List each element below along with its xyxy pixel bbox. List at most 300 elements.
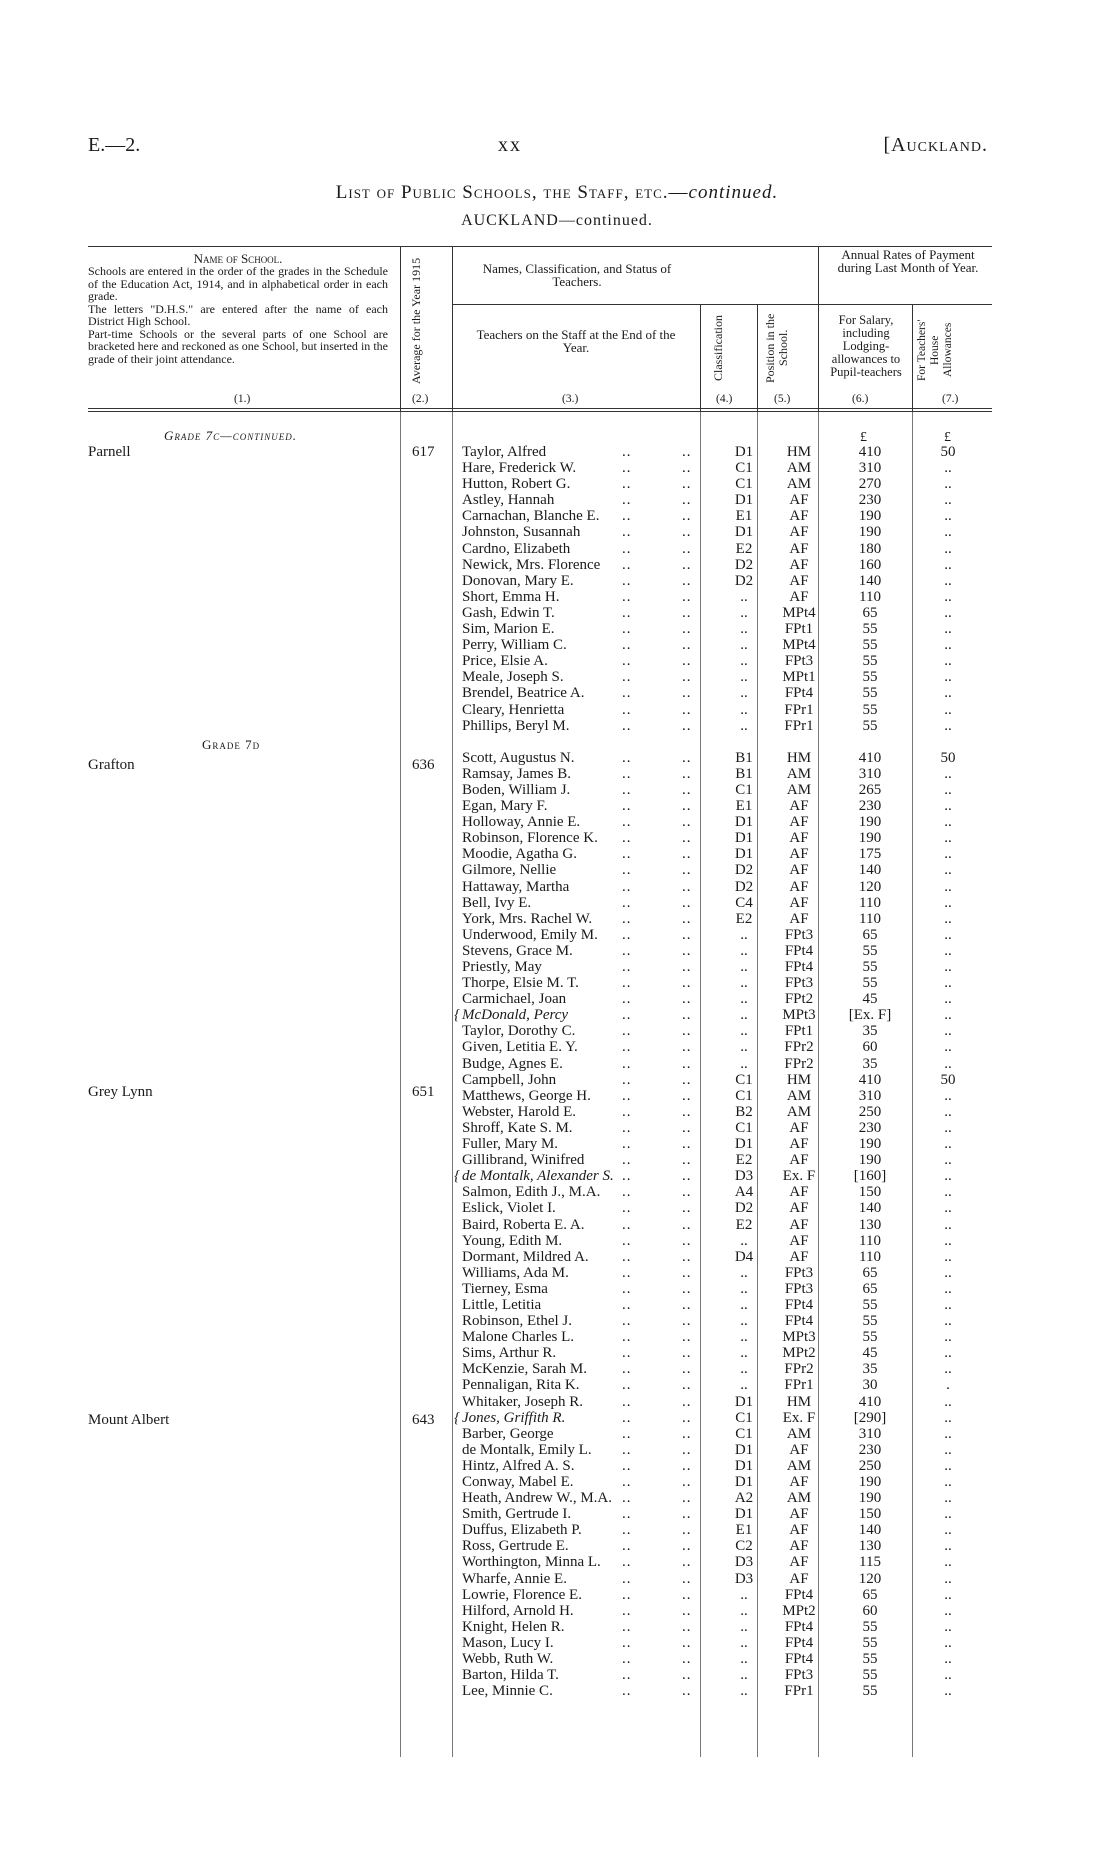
leader-dots: .. xyxy=(682,540,692,557)
header-bottom-rule-2 xyxy=(88,411,992,412)
teacher-name: Hilford, Arnold H. xyxy=(462,1602,574,1619)
teacher-name: Duffus, Elizabeth P. xyxy=(462,1522,582,1539)
teacher-row xyxy=(462,1184,1002,1200)
teacher-position: FPr2 xyxy=(784,1361,814,1378)
teacher-salary: [290] xyxy=(853,1409,887,1426)
teacher-salary: 230 xyxy=(858,1441,882,1458)
teachers-column-header: Teachers on the Staff at the End of the Year. xyxy=(476,327,676,355)
page-title-main: List of Public Schools, the Staff, etc.— xyxy=(335,182,689,203)
leader-dots: .. xyxy=(682,556,692,573)
teacher-classification: .. xyxy=(740,1651,748,1668)
teacher-classification: .. xyxy=(740,1345,748,1362)
teacher-salary: 60 xyxy=(862,1039,878,1056)
teacher-classification: .. xyxy=(740,653,748,670)
teacher-house-allowance: .. xyxy=(944,460,952,477)
leader-dots: .. xyxy=(622,1441,632,1458)
teacher-position: AM xyxy=(786,1490,812,1507)
teacher-house-allowance: .. xyxy=(944,1425,952,1442)
teacher-salary: 55 xyxy=(862,1634,878,1651)
leader-dots: .. xyxy=(682,1071,692,1088)
teacher-name: Heath, Andrew W., M.A. xyxy=(462,1490,612,1507)
teacher-name: Cleary, Henrietta xyxy=(462,701,565,718)
leader-dots: .. xyxy=(622,1409,632,1426)
teacher-position: Ex. F xyxy=(782,1168,816,1185)
teacher-position: FPt3 xyxy=(784,926,814,943)
leader-dots: .. xyxy=(622,492,632,509)
leader-dots: .. xyxy=(622,862,632,879)
teacher-row xyxy=(462,1426,1002,1442)
teacher-row xyxy=(462,1442,1002,1458)
teacher-name: York, Mrs. Rachel W. xyxy=(462,910,593,927)
teacher-row xyxy=(462,589,1002,605)
teacher-position: FPt1 xyxy=(784,621,814,638)
teacher-name: Taylor, Dorothy C. xyxy=(462,1023,576,1040)
teacher-name: Malone Charles L. xyxy=(462,1329,575,1346)
leader-dots: .. xyxy=(622,637,632,654)
teacher-house-allowance: .. xyxy=(944,1457,952,1474)
leader-dots: .. xyxy=(682,1457,692,1474)
teacher-position: AF xyxy=(789,1248,809,1265)
teacher-salary: 115 xyxy=(859,1554,881,1571)
teacher-position: AF xyxy=(789,1441,809,1458)
teacher-name: Little, Letitia xyxy=(462,1296,542,1313)
teacher-name: { McDonald, Percy xyxy=(462,1007,568,1023)
house-currency-symbol: £ xyxy=(944,430,951,445)
teacher-position: AF xyxy=(789,1538,809,1555)
teacher-house-allowance: .. xyxy=(944,1119,952,1136)
teacher-position: HM xyxy=(786,444,812,460)
teacher-name: Conway, Mabel E. xyxy=(462,1474,574,1490)
teacher-name: Brendel, Beatrice A. xyxy=(462,685,585,702)
leader-dots: .. xyxy=(682,669,692,686)
teacher-salary: 35 xyxy=(862,1361,878,1378)
leader-dots: .. xyxy=(622,781,632,798)
teacher-name: Gilmore, Nellie xyxy=(462,862,557,879)
school-name: Grey Lynn xyxy=(88,1084,153,1100)
leader-dots: .. xyxy=(682,1602,692,1619)
leader-dots: .. xyxy=(622,1313,632,1330)
teacher-classification: .. xyxy=(740,685,748,702)
teacher-position: AF xyxy=(789,1232,809,1249)
leader-dots: .. xyxy=(682,492,692,509)
leader-dots: .. xyxy=(682,1522,692,1539)
teacher-classification: E1 xyxy=(735,508,753,525)
leader-dots: .. xyxy=(682,1023,692,1040)
leader-dots: .. xyxy=(682,926,692,943)
leader-dots: .. xyxy=(622,1554,632,1571)
teacher-position: AF xyxy=(789,1119,809,1136)
leader-dots: .. xyxy=(622,460,632,477)
teacher-salary: 190 xyxy=(858,830,882,847)
teacher-classification: .. xyxy=(740,1683,748,1700)
teacher-row xyxy=(462,1458,1002,1474)
leader-dots: .. xyxy=(622,765,632,782)
leader-dots: .. xyxy=(682,685,692,702)
page-number: xx xyxy=(498,134,522,156)
leader-dots: .. xyxy=(682,942,692,959)
leader-dots: .. xyxy=(622,653,632,670)
leader-dots: .. xyxy=(622,1506,632,1523)
leader-dots: .. xyxy=(682,1538,692,1555)
teacher-position: AF xyxy=(789,572,809,589)
leader-dots: .. xyxy=(622,1602,632,1619)
teacher-salary: 65 xyxy=(862,1280,878,1297)
teacher-name: Perry, William C. xyxy=(462,637,567,654)
teacher-row xyxy=(462,734,1002,750)
leader-dots: .. xyxy=(682,1651,692,1668)
teacher-classification: D1 xyxy=(734,492,754,509)
teacher-name: Meale, Joseph S. xyxy=(462,669,564,686)
teacher-name: McKenzie, Sarah M. xyxy=(462,1361,587,1378)
teacher-salary: 55 xyxy=(862,1683,878,1700)
teacher-row xyxy=(462,1233,1002,1249)
teacher-position: FPr1 xyxy=(784,701,814,718)
teacher-house-allowance: .. xyxy=(944,1136,952,1153)
teacher-name: Johnston, Susannah xyxy=(462,524,581,541)
leader-dots: .. xyxy=(622,1071,632,1088)
teacher-house-allowance: .. xyxy=(944,1586,952,1603)
teacher-position: AF xyxy=(789,798,809,815)
teacher-position: FPt4 xyxy=(784,1634,814,1651)
teacher-position: AF xyxy=(789,1522,809,1539)
teacher-house-allowance: .. xyxy=(944,653,952,670)
teacher-position: AM xyxy=(786,765,812,782)
teacher-row xyxy=(462,1619,1002,1635)
school-average: 643 xyxy=(412,1412,435,1428)
teacher-position: AF xyxy=(789,492,809,509)
teacher-name: Moodie, Agatha G. xyxy=(462,846,577,863)
salary-currency-symbol: £ xyxy=(860,430,867,445)
leader-dots: .. xyxy=(682,588,692,605)
teacher-classification: D2 xyxy=(734,878,754,895)
teacher-classification: C2 xyxy=(735,1538,753,1555)
teacher-salary: 65 xyxy=(862,1264,878,1281)
vline-4 xyxy=(757,304,758,411)
teacher-row xyxy=(462,1506,1002,1522)
teacher-house-allowance: .. xyxy=(944,717,952,734)
teacher-salary: 55 xyxy=(862,637,878,654)
teacher-house-allowance: .. xyxy=(944,1345,952,1362)
leader-dots: .. xyxy=(682,621,692,638)
teacher-name: Barton, Hilda T. xyxy=(462,1667,559,1684)
teacher-row xyxy=(462,1072,1002,1088)
leader-dots: .. xyxy=(622,1280,632,1297)
leader-dots: .. xyxy=(622,846,632,863)
leader-dots: .. xyxy=(622,524,632,541)
teacher-position: HM xyxy=(786,1393,812,1410)
teacher-name: Mason, Lucy I. xyxy=(462,1634,554,1651)
teacher-row xyxy=(462,943,1002,959)
teacher-classification: .. xyxy=(740,669,748,686)
teacher-house-allowance: .. xyxy=(944,637,952,654)
page-header xyxy=(88,134,988,164)
teacher-house-allowance: . xyxy=(946,1377,950,1394)
teacher-house-allowance: .. xyxy=(944,508,952,525)
leader-dots: .. xyxy=(682,701,692,718)
teacher-house-allowance: .. xyxy=(944,588,952,605)
leader-dots: .. xyxy=(682,1361,692,1378)
page-subtitle: AUCKLAND—continued. xyxy=(461,212,653,229)
leader-dots: .. xyxy=(622,959,632,975)
school-column-note-1: Schools are entered in the order of the grades in the Schedule of the Education Act, 1914, and in alphabetical order in each grade. xyxy=(88,264,388,303)
teacher-classification: .. xyxy=(740,1667,748,1684)
leader-dots: .. xyxy=(682,444,692,460)
teacher-position: AF xyxy=(789,1136,809,1153)
teacher-classification: D1 xyxy=(734,830,754,847)
average-column-header: Average for the Year 1915 xyxy=(409,257,423,385)
teacher-house-allowance: .. xyxy=(944,1152,952,1169)
teacher-salary: 140 xyxy=(858,572,882,589)
teacher-row xyxy=(462,1056,1002,1072)
teacher-classification: .. xyxy=(740,926,748,943)
teacher-row xyxy=(462,862,1002,878)
leader-dots: .. xyxy=(682,846,692,863)
teacher-classification: .. xyxy=(740,701,748,718)
teacher-salary: 30 xyxy=(862,1377,878,1394)
teacher-row xyxy=(462,1345,1002,1361)
teacher-name: Wharfe, Annie E. xyxy=(462,1570,567,1587)
position-column-header: Position in the School. xyxy=(763,313,790,383)
teacher-house-allowance: .. xyxy=(944,1651,952,1668)
teacher-row xyxy=(462,1635,1002,1651)
leader-dots: .. xyxy=(682,1007,692,1024)
teacher-position: FPt3 xyxy=(784,653,814,670)
teacher-classification: .. xyxy=(740,1055,748,1072)
leader-dots: .. xyxy=(682,1554,692,1571)
teacher-name: Campbell, John xyxy=(462,1071,557,1088)
leader-dots: .. xyxy=(622,1264,632,1281)
teacher-salary: 230 xyxy=(858,798,882,815)
leader-dots: .. xyxy=(682,959,692,975)
teacher-position: MPt2 xyxy=(782,1345,816,1362)
grade-label-7d: Grade 7d xyxy=(202,737,261,752)
teacher-classification: D3 xyxy=(734,1570,754,1587)
teacher-house-allowance: .. xyxy=(944,1393,952,1410)
teacher-row xyxy=(462,1554,1002,1570)
teacher-house-allowance: .. xyxy=(944,1216,952,1233)
teacher-position: FPr1 xyxy=(784,1377,814,1394)
teacher-position: AM xyxy=(786,1425,812,1442)
teacher-house-allowance: .. xyxy=(944,1618,952,1635)
body-vline-1 xyxy=(400,412,401,1757)
teacher-row xyxy=(462,798,1002,814)
leader-dots: .. xyxy=(622,1296,632,1313)
leader-dots: .. xyxy=(622,894,632,911)
teacher-position: FPt4 xyxy=(784,959,814,975)
teacher-name: Webb, Ruth W. xyxy=(462,1651,554,1668)
teacher-house-allowance: .. xyxy=(944,1168,952,1185)
leader-dots: .. xyxy=(622,556,632,573)
teacher-classification: E1 xyxy=(735,798,753,815)
teacher-salary: 110 xyxy=(859,910,881,927)
teacher-classification: C1 xyxy=(735,781,753,798)
teacher-classification: D4 xyxy=(734,1248,754,1265)
teacher-house-allowance: .. xyxy=(944,1538,952,1555)
teacher-salary: 55 xyxy=(862,717,878,734)
teacher-row xyxy=(462,1490,1002,1506)
teacher-house-allowance: .. xyxy=(944,1184,952,1201)
teacher-classification: .. xyxy=(740,637,748,654)
column-number-4: (4.) xyxy=(716,393,733,405)
teacher-house-allowance: .. xyxy=(944,669,952,686)
teacher-classification: .. xyxy=(740,1586,748,1603)
teacher-classification: D1 xyxy=(734,1441,754,1458)
school-name: Mount Albert xyxy=(88,1412,170,1428)
teacher-position: FPt1 xyxy=(784,1023,814,1040)
teacher-salary: 410 xyxy=(858,444,882,460)
school-name: Parnell xyxy=(88,444,131,460)
teacher-row xyxy=(462,524,1002,540)
teacher-position: AF xyxy=(789,1506,809,1523)
teacher-position: HM xyxy=(786,1071,812,1088)
leader-dots: .. xyxy=(622,1474,632,1490)
teacher-salary: 190 xyxy=(858,1474,882,1490)
teacher-name: Ross, Gertrude E. xyxy=(462,1538,569,1555)
teacher-row xyxy=(462,1200,1002,1216)
teacher-classification: E2 xyxy=(735,910,753,927)
teacher-position: FPr1 xyxy=(784,717,814,734)
leader-dots: .. xyxy=(622,1361,632,1378)
teacher-house-allowance: .. xyxy=(944,1329,952,1346)
teacher-name: Hattaway, Martha xyxy=(462,878,570,895)
teacher-name: Matthews, George H. xyxy=(462,1087,591,1104)
teacher-salary: [160] xyxy=(853,1168,887,1185)
leader-dots: .. xyxy=(622,1200,632,1217)
teacher-row xyxy=(462,573,1002,589)
leader-dots: .. xyxy=(682,798,692,815)
payment-group-rule xyxy=(818,304,992,305)
teacher-house-allowance: .. xyxy=(944,846,952,863)
teacher-row xyxy=(462,975,1002,991)
teacher-position: FPt4 xyxy=(784,942,814,959)
leader-dots: .. xyxy=(622,926,632,943)
leader-dots: .. xyxy=(682,1313,692,1330)
teacher-row xyxy=(462,1377,1002,1393)
teacher-house-allowance: .. xyxy=(944,862,952,879)
teacher-row xyxy=(462,1168,1002,1184)
teacher-row xyxy=(462,830,1002,846)
leader-dots: .. xyxy=(682,717,692,734)
leader-dots: .. xyxy=(622,1377,632,1394)
leader-dots: .. xyxy=(622,1232,632,1249)
teacher-name: Carnachan, Blanche E. xyxy=(462,508,600,525)
leader-dots: .. xyxy=(622,1168,632,1185)
teacher-salary: 55 xyxy=(862,975,878,992)
teacher-classification: .. xyxy=(740,1313,748,1330)
teacher-house-allowance: .. xyxy=(944,1554,952,1571)
teacher-row xyxy=(462,1039,1002,1055)
teacher-classification: D1 xyxy=(734,1136,754,1153)
leader-dots: .. xyxy=(682,1377,692,1394)
teacher-row xyxy=(462,1522,1002,1538)
teacher-position: FPt4 xyxy=(784,1618,814,1635)
teacher-position: AF xyxy=(789,508,809,525)
teacher-row xyxy=(462,508,1002,524)
teacher-position: FPt3 xyxy=(784,1264,814,1281)
leader-dots: .. xyxy=(682,653,692,670)
teacher-house-allowance: .. xyxy=(944,556,952,573)
teacher-classification: A4 xyxy=(734,1184,754,1201)
teacher-name: Gash, Edwin T. xyxy=(462,604,555,621)
leader-dots: .. xyxy=(622,878,632,895)
teacher-row xyxy=(462,814,1002,830)
leader-dots: .. xyxy=(622,1345,632,1362)
leader-dots: .. xyxy=(682,604,692,621)
teacher-classification: .. xyxy=(740,959,748,975)
teacher-salary: 175 xyxy=(858,846,882,863)
teacher-salary: 410 xyxy=(858,1071,882,1088)
teacher-salary: 140 xyxy=(858,862,882,879)
teacher-salary: 410 xyxy=(858,749,882,766)
teacher-row xyxy=(462,1136,1002,1152)
teacher-row xyxy=(462,669,1002,685)
teacher-name: Holloway, Annie E. xyxy=(462,814,581,831)
teacher-classification: .. xyxy=(740,975,748,992)
teacher-name: Williams, Ada M. xyxy=(462,1264,569,1281)
leader-dots: .. xyxy=(682,1634,692,1651)
teacher-name: Sims, Arthur R. xyxy=(462,1345,557,1362)
teacher-classification: D1 xyxy=(734,524,754,541)
teacher-house-allowance: .. xyxy=(944,1522,952,1539)
leader-dots: .. xyxy=(622,991,632,1008)
teacher-salary: 110 xyxy=(859,588,881,605)
teacher-name: Webster, Harold E. xyxy=(462,1103,576,1120)
teacher-salary: 190 xyxy=(858,1136,882,1153)
teacher-name: Boden, William J. xyxy=(462,781,571,798)
teacher-house-allowance: 50 xyxy=(940,749,956,766)
leader-dots: .. xyxy=(682,1184,692,1201)
teacher-house-allowance: .. xyxy=(944,685,952,702)
teacher-house-allowance: .. xyxy=(944,975,952,992)
vline-2 xyxy=(452,246,453,411)
teacher-salary: 55 xyxy=(862,621,878,638)
teacher-position: AF xyxy=(789,556,809,573)
teachers-group-rule xyxy=(452,304,818,305)
teacher-house-allowance: .. xyxy=(944,1667,952,1684)
teacher-salary: 120 xyxy=(858,878,882,895)
teacher-classification: .. xyxy=(740,1634,748,1651)
teacher-salary: 110 xyxy=(859,1232,881,1249)
school-column-header xyxy=(88,252,388,365)
teacher-classification: B1 xyxy=(735,765,753,782)
leader-dots: .. xyxy=(682,1055,692,1072)
teacher-salary: 250 xyxy=(858,1457,882,1474)
teacher-house-allowance: .. xyxy=(944,878,952,895)
teacher-position: AM xyxy=(786,781,812,798)
teacher-house-allowance: .. xyxy=(944,1023,952,1040)
vline-6 xyxy=(912,304,913,411)
leader-dots: .. xyxy=(622,1087,632,1104)
leader-dots: .. xyxy=(622,749,632,766)
teacher-classification: E2 xyxy=(735,540,753,557)
teacher-salary: 65 xyxy=(862,604,878,621)
teacher-row xyxy=(462,1120,1002,1136)
teacher-position: FPt3 xyxy=(784,1667,814,1684)
teacher-row xyxy=(462,846,1002,862)
page-code: E.—2. xyxy=(88,134,141,156)
vline-1 xyxy=(400,246,401,411)
teacher-row xyxy=(462,637,1002,653)
teacher-classification: D1 xyxy=(734,1474,754,1490)
leader-dots: .. xyxy=(682,1329,692,1346)
teacher-position: Ex. F xyxy=(782,1409,816,1426)
teacher-salary: 45 xyxy=(862,1345,878,1362)
salary-column-header: For Salary, including Lodging-allowances to Pupil-teachers xyxy=(830,313,902,379)
leader-dots: .. xyxy=(682,1232,692,1249)
teacher-name: Worthington, Minna L. xyxy=(462,1554,601,1571)
teacher-name: Tierney, Esma xyxy=(462,1280,548,1297)
teacher-name: Short, Emma H. xyxy=(462,588,560,605)
